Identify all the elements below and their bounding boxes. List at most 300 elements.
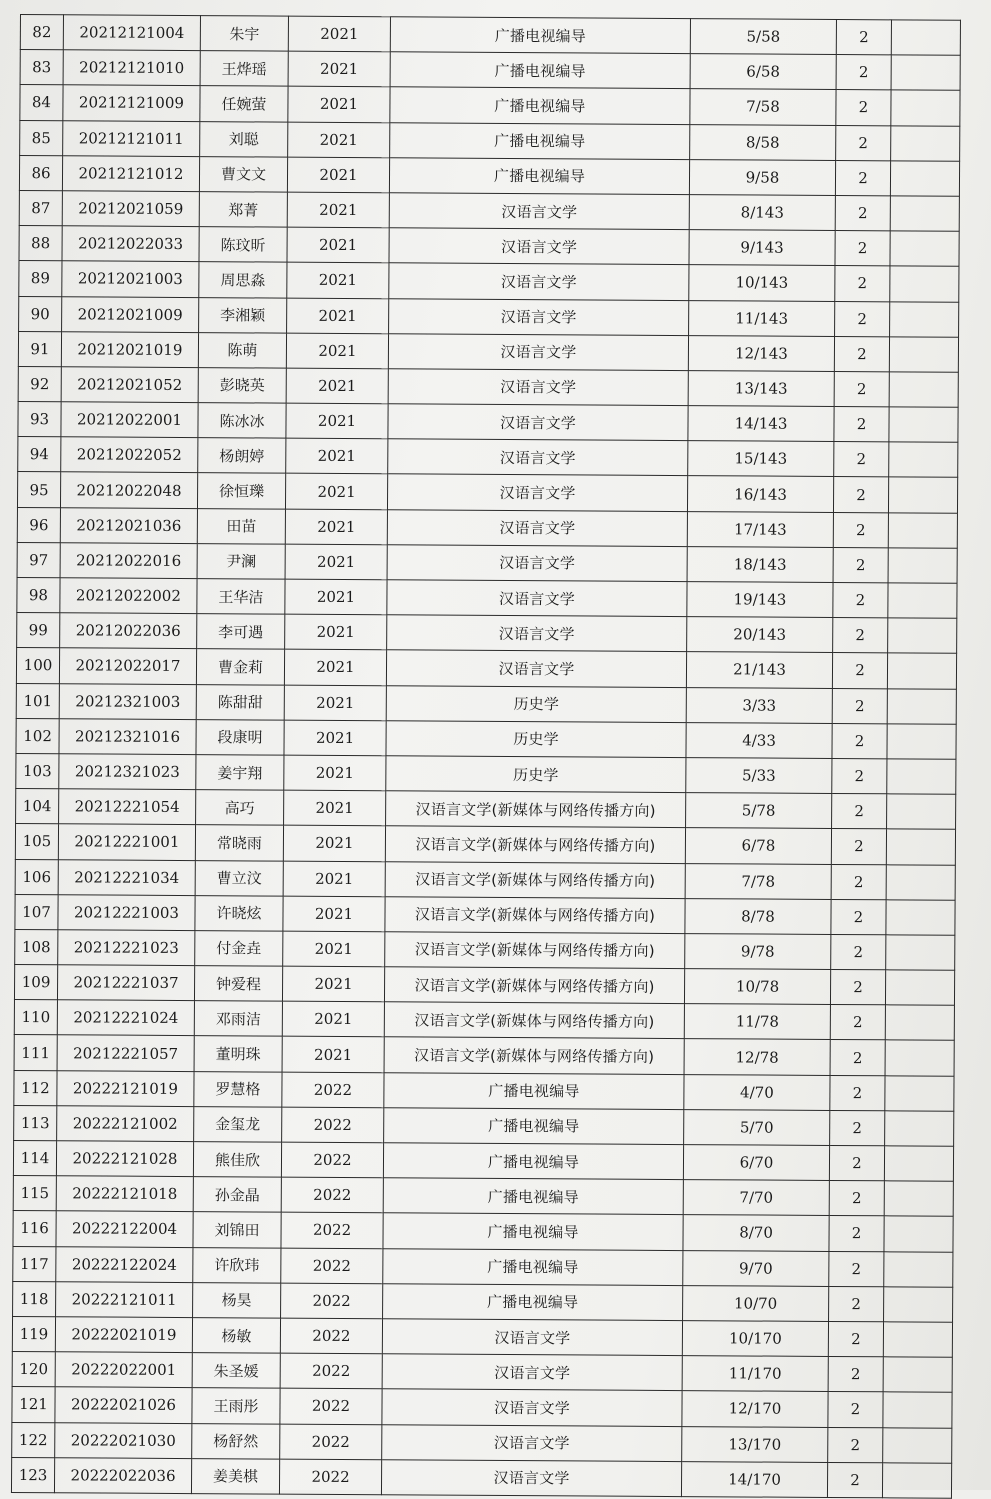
remarks-cell [886,899,955,935]
row-number-cell: 101 [16,683,59,718]
table-row [13,1176,953,1217]
rank-cell: 6/78 [685,828,831,864]
row-number-cell: 89 [19,261,62,296]
grade-year-cell: 2021 [287,262,389,298]
level-cell: 2 [834,442,889,478]
level-cell: 2 [836,125,891,161]
row-number-cell: 118 [13,1281,56,1316]
rank-cell: 8/143 [689,195,835,231]
student-id-cell: 20212221057 [57,1035,194,1071]
level-cell: 2 [832,653,887,689]
row-number-cell: 119 [12,1316,55,1351]
grade-year-cell: 2021 [286,333,388,369]
row-number-cell: 86 [19,155,62,190]
student-id-cell: 20212321023 [59,754,196,790]
grade-year-cell: 2022 [281,1177,383,1213]
major-cell: 广播电视编导 [384,1108,684,1145]
rank-cell: 4/33 [686,722,832,758]
row-number-cell: 108 [15,929,58,964]
student-id-cell: 20212121009 [63,85,200,121]
remarks-cell [890,161,959,197]
grade-year-cell: 2021 [282,1001,384,1037]
major-cell: 汉语言文学 [386,650,686,687]
rank-cell: 7/78 [685,863,831,899]
table-row [15,929,955,970]
student-name-cell: 李湘颖 [199,297,287,333]
student-id-cell: 20212022033 [62,226,199,262]
remarks-cell [888,618,957,654]
rank-cell: 16/143 [687,476,833,512]
remarks-cell [891,55,960,91]
student-name-cell: 曹立汶 [195,860,283,896]
rank-cell: 8/78 [685,898,831,934]
remarks-cell [887,688,956,724]
grade-year-cell: 2021 [284,720,386,756]
student-name-cell: 李可遇 [197,614,285,650]
row-number-cell: 123 [11,1457,54,1492]
rank-cell: 17/143 [687,511,833,547]
level-cell: 2 [828,1321,883,1357]
student-name-cell: 尹澜 [197,543,285,579]
student-id-cell: 20222021030 [55,1422,192,1458]
table-row [16,648,956,689]
student-id-cell: 20222121028 [56,1141,193,1177]
rank-cell: 13/143 [688,370,834,406]
remarks-cell [890,231,959,267]
rank-cell: 18/143 [687,546,833,582]
table-row [20,120,960,161]
student-id-cell: 20222021019 [55,1317,192,1353]
remarks-cell [891,20,960,56]
level-cell: 2 [835,195,890,231]
student-id-cell: 20222121002 [57,1106,194,1142]
student-id-cell: 20212221001 [58,824,195,860]
level-cell: 2 [836,19,891,55]
student-id-cell: 20212022016 [60,543,197,579]
remarks-cell [883,1392,952,1428]
student-id-cell: 20212221034 [58,859,195,895]
student-id-cell: 20212121011 [63,120,200,156]
major-cell: 汉语言文学 [387,615,687,652]
row-number-cell: 106 [15,859,58,894]
student-name-cell: 郑菁 [199,192,287,228]
major-cell: 汉语言文学 [389,298,689,335]
row-number-cell: 116 [13,1211,56,1246]
table-row [17,472,957,513]
student-name-cell: 王华洁 [197,579,285,615]
remarks-cell [886,864,955,900]
row-number-cell: 122 [12,1422,55,1457]
rank-cell: 12/143 [688,335,834,371]
row-number-cell: 120 [12,1352,55,1387]
grade-year-cell: 2021 [287,157,389,193]
remarks-cell [884,1216,953,1252]
remarks-cell [885,1111,954,1147]
student-id-cell: 20212022017 [59,648,196,684]
row-number-cell: 92 [18,366,61,401]
major-cell: 汉语言文学(新媒体与网络传播方向) [386,791,686,828]
major-cell: 广播电视编导 [383,1283,683,1320]
level-cell: 2 [830,1005,885,1041]
student-name-cell: 付金垚 [195,930,283,966]
table-row [16,718,956,759]
remarks-cell [889,337,958,373]
student-id-cell: 20222122004 [56,1211,193,1247]
grade-year-cell: 2021 [285,509,387,545]
rank-cell: 14/170 [681,1461,827,1497]
grade-year-cell: 2021 [284,685,386,721]
remarks-cell [887,724,956,760]
grade-year-cell: 2022 [280,1318,382,1354]
remarks-cell [883,1427,952,1463]
grade-year-cell: 2021 [286,438,388,474]
table-row [17,613,957,654]
student-id-cell: 20222121019 [57,1070,194,1106]
level-cell: 2 [834,336,889,372]
rank-cell: 10/70 [683,1285,829,1321]
row-number-cell: 102 [16,718,59,753]
table-row [16,753,956,794]
remarks-cell [886,829,955,865]
student-id-cell: 20222122024 [56,1246,193,1282]
student-id-cell: 20212021036 [60,507,197,543]
rank-cell: 6/58 [690,54,836,90]
student-name-cell: 朱宇 [200,16,288,52]
row-number-cell: 83 [20,50,63,85]
grade-year-cell: 2022 [280,1353,382,1389]
student-name-cell: 金玺龙 [194,1106,282,1142]
grade-year-cell: 2022 [281,1142,383,1178]
rank-cell: 8/58 [690,124,836,160]
row-number-cell: 99 [17,613,60,648]
student-id-cell: 20212022001 [61,402,198,438]
student-id-cell: 20212121010 [63,50,200,86]
major-cell: 广播电视编导 [384,1072,684,1109]
major-cell: 广播电视编导 [383,1248,683,1285]
table-row [12,1352,952,1393]
rank-cell: 8/70 [683,1215,829,1251]
student-name-cell: 徐恒瓅 [197,473,285,509]
table-row [15,894,955,935]
row-number-cell: 117 [13,1246,56,1281]
grade-year-cell: 2021 [285,474,387,510]
rank-cell: 15/143 [688,441,834,477]
rank-cell: 11/143 [689,300,835,336]
grade-year-cell: 2021 [284,650,386,686]
remarks-cell [885,1005,954,1041]
row-number-cell: 91 [18,331,61,366]
level-cell: 2 [831,829,886,865]
major-cell: 汉语言文学 [382,1354,682,1391]
row-number-cell: 82 [20,15,63,50]
table-row [13,1211,953,1252]
rank-cell: 9/70 [683,1250,829,1286]
level-cell: 2 [833,477,888,513]
table-row [20,50,960,91]
student-name-cell: 段康明 [196,719,284,755]
level-cell: 2 [832,688,887,724]
row-number-cell: 90 [19,296,62,331]
remarks-cell [884,1251,953,1287]
row-number-cell: 103 [16,753,59,788]
table-body [11,15,960,1499]
major-cell: 广播电视编导 [383,1213,683,1250]
row-number-cell: 95 [17,472,60,507]
major-cell: 广播电视编导 [390,87,690,124]
grade-year-cell: 2021 [288,16,390,52]
remarks-cell [883,1357,952,1393]
remarks-cell [887,759,956,795]
table-row [15,859,955,900]
rank-cell: 19/143 [687,582,833,618]
rank-cell: 21/143 [686,652,832,688]
row-number-cell: 97 [17,542,60,577]
major-cell: 广播电视编导 [390,122,690,159]
student-name-cell: 陈冰冰 [198,403,286,439]
student-name-cell: 杨舒然 [192,1423,280,1459]
grade-year-cell: 2021 [283,825,385,861]
remarks-cell [890,266,959,302]
row-number-cell: 110 [14,1000,57,1035]
major-cell: 汉语言文学 [381,1459,681,1496]
level-cell: 2 [833,512,888,548]
level-cell: 2 [829,1181,884,1217]
table-row [16,789,956,830]
student-id-cell: 20222121018 [56,1176,193,1212]
rank-cell: 9/58 [689,159,835,195]
grade-year-cell: 2022 [280,1388,382,1424]
row-number-cell: 98 [17,577,60,612]
student-id-cell: 20212022052 [61,437,198,473]
level-cell: 2 [831,899,886,935]
level-cell: 2 [829,1286,884,1322]
table-row [15,824,955,865]
row-number-cell: 94 [18,437,61,472]
row-number-cell: 84 [20,85,63,120]
table-row [19,155,959,196]
remarks-cell [888,512,957,548]
row-number-cell: 112 [14,1070,57,1105]
grade-year-cell: 2021 [282,966,384,1002]
student-name-cell: 王烨瑶 [200,51,288,87]
level-cell: 2 [835,160,890,196]
student-name-cell: 钟爱程 [194,966,282,1002]
row-number-cell: 107 [15,894,58,929]
rank-cell: 20/143 [687,617,833,653]
student-id-cell: 20212021052 [61,367,198,403]
level-cell: 2 [830,1110,885,1146]
grade-year-cell: 2022 [282,1107,384,1143]
rank-cell: 5/70 [684,1109,830,1145]
remarks-cell [884,1287,953,1323]
table-row [12,1387,952,1428]
student-name-cell: 高巧 [196,790,284,826]
major-cell: 汉语言文学(新媒体与网络传播方向) [385,932,685,969]
remarks-cell [885,970,954,1006]
grade-year-cell: 2021 [288,122,390,158]
level-cell: 2 [830,1040,885,1076]
level-cell: 2 [832,723,887,759]
student-id-cell: 20222022036 [54,1457,191,1493]
rank-cell: 9/78 [685,933,831,969]
rank-cell: 4/70 [684,1074,830,1110]
row-number-cell: 85 [20,120,63,155]
row-number-cell: 96 [17,507,60,542]
table-row [14,1070,954,1111]
remarks-cell [882,1462,951,1498]
major-cell: 广播电视编导 [389,158,689,195]
major-cell: 汉语言文学(新媒体与网络传播方向) [384,1002,684,1039]
level-cell: 2 [832,758,887,794]
student-list-table [11,14,961,1499]
table-row [14,1105,954,1146]
rank-cell: 7/70 [683,1180,829,1216]
row-number-cell: 105 [15,824,58,859]
student-name-cell: 朱圣媛 [192,1353,280,1389]
remarks-cell [888,548,957,584]
level-cell: 2 [831,934,886,970]
table-row [17,577,957,618]
level-cell: 2 [831,864,886,900]
table-row [18,366,958,407]
major-cell: 广播电视编导 [383,1178,683,1215]
table-row [14,1035,954,1076]
row-number-cell: 113 [14,1105,57,1140]
remarks-cell [885,1040,954,1076]
student-id-cell: 20212121004 [63,15,200,51]
table-row [19,190,959,231]
grade-year-cell: 2021 [286,403,388,439]
table-row [20,85,960,126]
grade-year-cell: 2021 [283,931,385,967]
major-cell: 汉语言文学 [388,333,688,370]
row-number-cell: 93 [18,402,61,437]
rank-cell: 6/70 [683,1145,829,1181]
table-row [20,15,960,56]
table-row [17,507,957,548]
remarks-cell [889,442,958,478]
student-name-cell: 田苗 [197,508,285,544]
level-cell: 2 [828,1357,883,1393]
student-id-cell: 20212121012 [62,156,199,192]
table-row [19,296,959,337]
major-cell: 汉语言文学 [389,228,689,265]
remarks-cell [884,1181,953,1217]
major-cell: 汉语言文学 [387,580,687,617]
major-cell: 汉语言文学 [389,263,689,300]
major-cell: 汉语言文学 [382,1389,682,1426]
student-id-cell: 20222021026 [55,1387,192,1423]
grade-year-cell: 2021 [287,227,389,263]
student-id-cell: 20212022036 [60,613,197,649]
student-name-cell: 彭晓英 [198,367,286,403]
level-cell: 2 [834,407,889,443]
grade-year-cell: 2021 [288,51,390,87]
major-cell: 汉语言文学 [387,474,687,511]
major-cell: 汉语言文学(新媒体与网络传播方向) [384,967,684,1004]
major-cell: 汉语言文学 [387,509,687,546]
rank-cell: 12/78 [684,1039,830,1075]
student-name-cell: 王雨彤 [192,1388,280,1424]
student-id-cell: 20212221037 [57,965,194,1001]
student-name-cell: 许欣玮 [193,1247,281,1283]
table-row [13,1140,953,1181]
major-cell: 汉语言文学 [388,439,688,476]
rank-cell: 10/78 [684,969,830,1005]
table-row [18,402,958,443]
table-row [13,1246,953,1287]
major-cell: 历史学 [386,756,686,793]
level-cell: 2 [833,618,888,654]
level-cell: 2 [829,1216,884,1252]
level-cell: 2 [830,1075,885,1111]
grade-year-cell: 2021 [286,368,388,404]
student-name-cell: 刘聪 [200,121,288,157]
grade-year-cell: 2021 [287,192,389,228]
remarks-cell [887,653,956,689]
major-cell: 历史学 [386,685,686,722]
level-cell: 2 [827,1462,882,1498]
student-name-cell: 曹文文 [199,156,287,192]
remarks-cell [888,477,957,513]
row-number-cell: 87 [19,190,62,225]
rank-cell: 3/33 [686,687,832,723]
student-id-cell: 20212221024 [57,1000,194,1036]
row-number-cell: 115 [13,1176,56,1211]
table-row [12,1316,952,1357]
table-row [11,1457,951,1498]
major-cell: 汉语言文学 [382,1319,682,1356]
level-cell: 2 [834,371,889,407]
student-id-cell: 20212221054 [59,789,196,825]
remarks-cell [888,583,957,619]
remarks-cell [889,372,958,408]
table-row [14,1000,954,1041]
row-number-cell: 121 [12,1387,55,1422]
remarks-cell [884,1146,953,1182]
table-row [19,261,959,302]
remarks-cell [890,196,959,232]
grade-year-cell: 2021 [284,755,386,791]
student-name-cell: 陈玟昕 [199,227,287,263]
student-name-cell: 陈萌 [198,332,286,368]
major-cell: 历史学 [386,721,686,758]
level-cell: 2 [832,794,887,830]
grade-year-cell: 2021 [283,896,385,932]
student-name-cell: 邓雨洁 [194,1001,282,1037]
grade-year-cell: 2021 [288,87,390,123]
level-cell: 2 [833,547,888,583]
table-row [12,1422,952,1463]
student-name-cell: 周思淼 [199,262,287,298]
grade-year-cell: 2022 [281,1283,383,1319]
student-id-cell: 20212022048 [60,472,197,508]
remarks-cell [889,407,958,443]
level-cell: 2 [836,90,891,126]
rank-cell: 9/143 [689,230,835,266]
rank-cell: 5/58 [690,19,836,55]
rank-cell: 13/170 [682,1426,828,1462]
student-id-cell: 20222121011 [56,1281,193,1317]
grade-year-cell: 2022 [280,1424,382,1460]
level-cell: 2 [836,55,891,91]
level-cell: 2 [829,1251,884,1287]
remarks-cell [886,935,955,971]
grade-year-cell: 2021 [287,298,389,334]
student-name-cell: 杨朗婷 [198,438,286,474]
grade-year-cell: 2021 [285,614,387,650]
table-row [19,226,959,267]
